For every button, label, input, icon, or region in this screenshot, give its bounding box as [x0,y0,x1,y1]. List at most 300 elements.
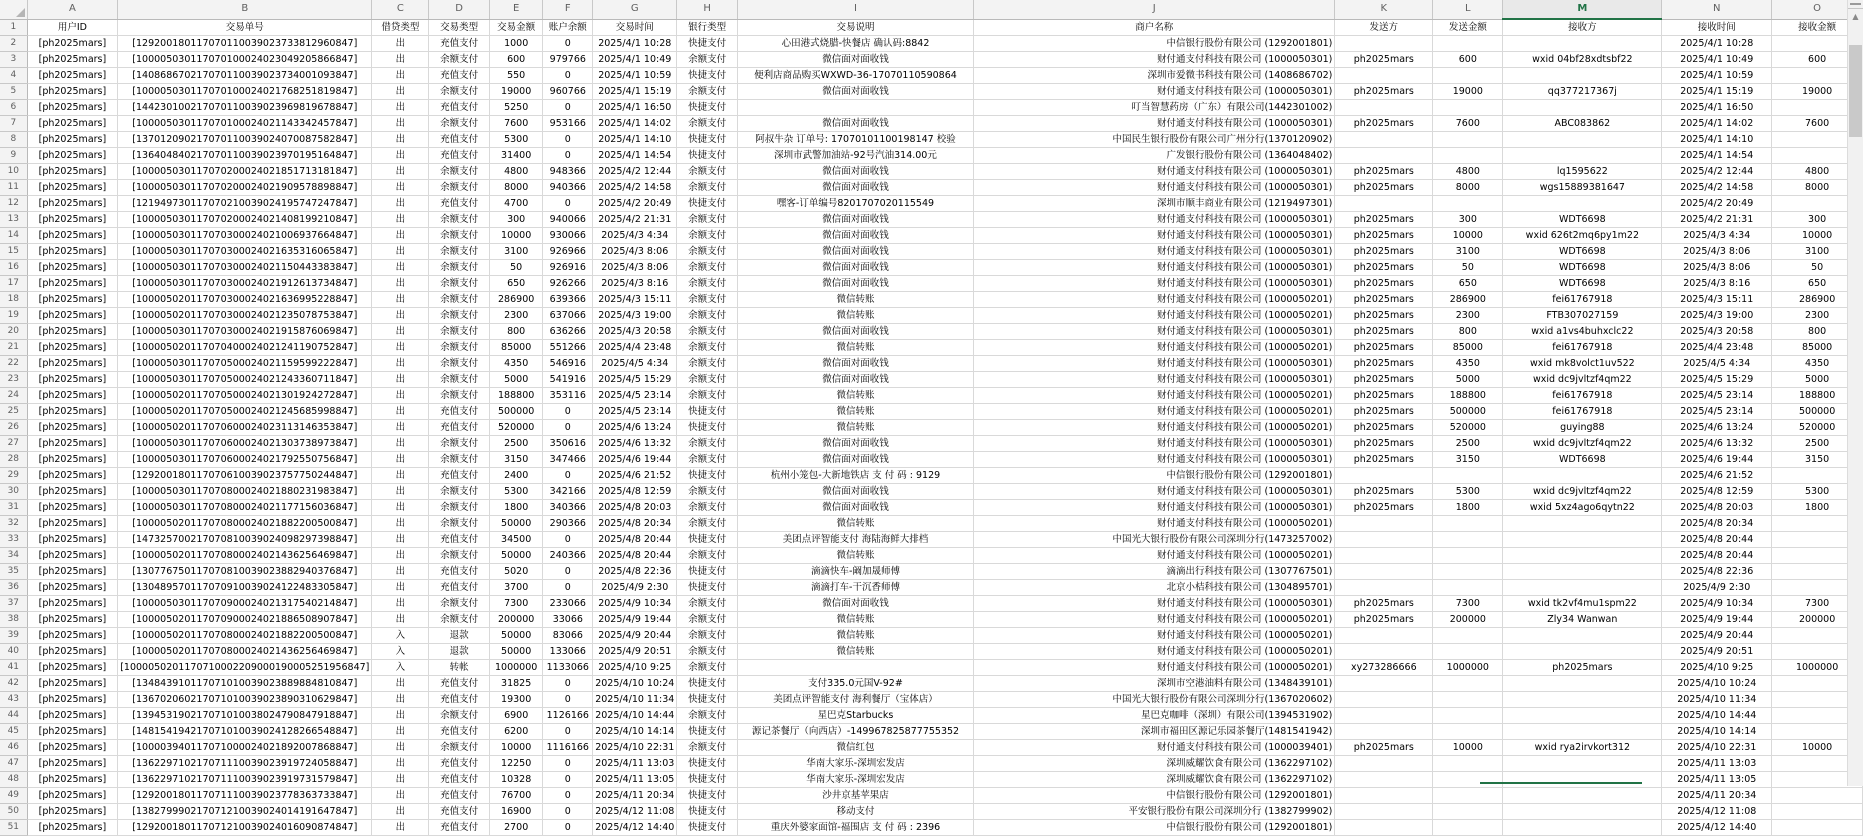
cell-H48[interactable]: 快捷支付 [677,772,738,788]
cell-L46[interactable]: 10000 [1433,740,1503,756]
cell-D17[interactable]: 余额支付 [429,276,490,292]
cell-K48[interactable] [1335,772,1433,788]
cell-A42[interactable]: [ph2025mars] [27,676,118,692]
cell-J28[interactable]: 财付通支付科技有限公司 (1000050301) [974,452,1335,468]
cell-B51[interactable]: [129200180117071210039024016090874847] [118,820,372,836]
column-header-D[interactable]: D [429,0,490,19]
cell-O1[interactable]: 接收金额 [1772,19,1863,36]
cell-M4[interactable] [1503,68,1662,84]
cell-F46[interactable]: 1116166 [543,740,593,756]
cell-G31[interactable]: 2025/4/8 20:03 [593,500,677,516]
cell-B28[interactable]: [100005030117070600024021792550756847] [118,452,372,468]
cell-M15[interactable]: WDT6698 [1503,244,1662,260]
cell-B48[interactable]: [136229710217071110039023919731579847] [118,772,372,788]
cell-B33[interactable]: [147325700217070810039024098297398847] [118,532,372,548]
cell-C50[interactable]: 出 [372,804,429,820]
cell-M37[interactable]: wxid tk2vf4mu1spm22 [1503,596,1662,612]
cell-D41[interactable]: 转帐 [429,660,490,676]
cell-E7[interactable]: 7600 [489,116,543,132]
cell-H31[interactable]: 余额支付 [677,500,738,516]
cell-I29[interactable]: 杭州小笼包-大新地铁店 支 付 码 : 9129 [737,468,973,484]
cell-E9[interactable]: 31400 [489,148,543,164]
cell-H9[interactable]: 快捷支付 [677,148,738,164]
cell-O10[interactable]: 4800 [1772,164,1863,180]
cell-E33[interactable]: 34500 [489,532,543,548]
cell-A31[interactable]: [ph2025mars] [27,500,118,516]
cell-A39[interactable]: [ph2025mars] [27,628,118,644]
cell-D16[interactable]: 余额支付 [429,260,490,276]
column-header-G[interactable]: G [593,0,677,19]
cell-A46[interactable]: [ph2025mars] [27,740,118,756]
cell-N14[interactable]: 2025/4/3 4:34 [1662,228,1772,244]
cell-J48[interactable]: 深圳威耀饮食有限公司 (1362297102) [974,772,1335,788]
cell-M23[interactable]: wxid dc9jvltzf4qm22 [1503,372,1662,388]
cell-F23[interactable]: 541916 [543,372,593,388]
cell-K49[interactable] [1335,788,1433,804]
cell-D10[interactable]: 余额支付 [429,164,490,180]
cell-J45[interactable]: 深圳市福田区源记乐园茶餐厅(1481541942) [974,724,1335,740]
cell-M14[interactable]: wxid 626t2mq6py1m22 [1503,228,1662,244]
cell-I37[interactable]: 微信面对面收钱 [737,596,973,612]
scrollbar-split-handle[interactable] [1848,0,1863,9]
cell-B19[interactable]: [100005020117070300024021235078753847] [118,308,372,324]
row-header-33[interactable]: 33 [0,532,27,548]
row-header-13[interactable]: 13 [0,212,27,228]
cell-I9[interactable]: 深圳市武警加油站-92号汽油314.00元 [737,148,973,164]
cell-C39[interactable]: 入 [372,628,429,644]
cell-D35[interactable]: 充值支付 [429,564,490,580]
cell-B24[interactable]: [100005020117070500024021301924272847] [118,388,372,404]
cell-I48[interactable]: 华南大家乐-深圳宏发店 [737,772,973,788]
cell-C14[interactable]: 出 [372,228,429,244]
cell-B43[interactable]: [136702060217071010039023890310629847] [118,692,372,708]
cell-K11[interactable]: ph2025mars [1335,180,1433,196]
cell-G6[interactable]: 2025/4/1 16:50 [593,100,677,116]
cell-B20[interactable]: [100005030117070300024021915876069847] [118,324,372,340]
cell-N19[interactable]: 2025/4/3 19:00 [1662,308,1772,324]
cell-L10[interactable]: 4800 [1433,164,1503,180]
cell-A1[interactable]: 用户ID [27,19,118,36]
cell-H20[interactable]: 余额支付 [677,324,738,340]
cell-H43[interactable]: 快捷支付 [677,692,738,708]
cell-K40[interactable] [1335,644,1433,660]
cell-M42[interactable] [1503,676,1662,692]
cell-I46[interactable]: 微信红包 [737,740,973,756]
cell-G9[interactable]: 2025/4/1 14:54 [593,148,677,164]
cell-O24[interactable]: 188800 [1772,388,1863,404]
cell-L47[interactable] [1433,756,1503,772]
cell-F6[interactable]: 0 [543,100,593,116]
cell-H26[interactable]: 快捷支付 [677,420,738,436]
cell-N22[interactable]: 2025/4/5 4:34 [1662,356,1772,372]
cell-O18[interactable]: 286900 [1772,292,1863,308]
cell-L11[interactable]: 8000 [1433,180,1503,196]
cell-G22[interactable]: 2025/4/5 4:34 [593,356,677,372]
cell-E11[interactable]: 8000 [489,180,543,196]
cell-H30[interactable]: 余额支付 [677,484,738,500]
cell-L1[interactable]: 发送金额 [1433,19,1503,36]
cell-K50[interactable] [1335,804,1433,820]
cell-F1[interactable]: 账户余额 [543,19,593,36]
cell-A33[interactable]: [ph2025mars] [27,532,118,548]
row-header-19[interactable]: 19 [0,308,27,324]
cell-O51[interactable] [1772,820,1863,836]
cell-A45[interactable]: [ph2025mars] [27,724,118,740]
cell-A34[interactable]: [ph2025mars] [27,548,118,564]
cell-B47[interactable]: [136229710217071110039023919724058847] [118,756,372,772]
cell-N40[interactable]: 2025/4/9 20:51 [1662,644,1772,660]
cell-G37[interactable]: 2025/4/9 10:34 [593,596,677,612]
cell-G3[interactable]: 2025/4/1 10:49 [593,52,677,68]
cell-L25[interactable]: 500000 [1433,404,1503,420]
cell-F29[interactable]: 0 [543,468,593,484]
cell-J38[interactable]: 财付通支付科技有限公司 (1000050201) [974,612,1335,628]
cell-J34[interactable]: 财付通支付科技有限公司 (1000050201) [974,548,1335,564]
cell-M18[interactable]: fei61767918 [1503,292,1662,308]
cell-C11[interactable]: 出 [372,180,429,196]
cell-E38[interactable]: 200000 [489,612,543,628]
cell-M36[interactable] [1503,580,1662,596]
cell-L24[interactable]: 188800 [1433,388,1503,404]
cell-M26[interactable]: guying88 [1503,420,1662,436]
cell-D48[interactable]: 充值支付 [429,772,490,788]
cell-M49[interactable] [1503,788,1662,804]
cell-I38[interactable]: 微信转账 [737,612,973,628]
cell-J13[interactable]: 财付通支付科技有限公司 (1000050301) [974,212,1335,228]
cell-B1[interactable]: 交易单号 [118,19,372,36]
cell-L40[interactable] [1433,644,1503,660]
vertical-scrollbar[interactable] [1847,0,1863,786]
cell-B14[interactable]: [100005030117070300024021006937664847] [118,228,372,244]
cell-I10[interactable]: 微信面对面收钱 [737,164,973,180]
cell-O14[interactable]: 10000 [1772,228,1863,244]
cell-L48[interactable] [1433,772,1503,788]
column-header-M[interactable]: M [1503,0,1662,19]
cell-M34[interactable] [1503,548,1662,564]
cell-N16[interactable]: 2025/4/3 8:06 [1662,260,1772,276]
cell-L37[interactable]: 7300 [1433,596,1503,612]
cell-M3[interactable]: wxid 04bf28xdtsbf22 [1503,52,1662,68]
cell-A10[interactable]: [ph2025mars] [27,164,118,180]
cell-I17[interactable]: 微信面对面收钱 [737,276,973,292]
cell-A25[interactable]: [ph2025mars] [27,404,118,420]
cell-H21[interactable]: 余额支付 [677,340,738,356]
cell-O11[interactable]: 8000 [1772,180,1863,196]
row-header-40[interactable]: 40 [0,644,27,660]
cell-H45[interactable]: 快捷支付 [677,724,738,740]
cell-M32[interactable] [1503,516,1662,532]
cell-L12[interactable] [1433,196,1503,212]
cell-J27[interactable]: 财付通支付科技有限公司 (1000050301) [974,436,1335,452]
row-header-14[interactable]: 14 [0,228,27,244]
cell-D28[interactable]: 余额支付 [429,452,490,468]
cell-O50[interactable] [1772,804,1863,820]
row-header-9[interactable]: 9 [0,148,27,164]
cell-G20[interactable]: 2025/4/3 20:58 [593,324,677,340]
cell-J4[interactable]: 深圳市爱微书科技有限公司 (1408686702) [974,68,1335,84]
cell-H14[interactable]: 余额支付 [677,228,738,244]
cell-I22[interactable]: 微信面对面收钱 [737,356,973,372]
cell-E35[interactable]: 5020 [489,564,543,580]
cell-N26[interactable]: 2025/4/6 13:24 [1662,420,1772,436]
row-header-2[interactable]: 2 [0,36,27,52]
row-header-18[interactable]: 18 [0,292,27,308]
cell-O19[interactable]: 2300 [1772,308,1863,324]
cell-F2[interactable]: 0 [543,36,593,52]
cell-M38[interactable]: Zly34 Wanwan [1503,612,1662,628]
cell-H6[interactable]: 快捷支付 [677,100,738,116]
row-header-36[interactable]: 36 [0,580,27,596]
cell-M40[interactable] [1503,644,1662,660]
cell-A6[interactable]: [ph2025mars] [27,100,118,116]
row-header-6[interactable]: 6 [0,100,27,116]
cell-C4[interactable]: 出 [372,68,429,84]
cell-N5[interactable]: 2025/4/1 15:19 [1662,84,1772,100]
cell-G36[interactable]: 2025/4/9 2:30 [593,580,677,596]
cell-I12[interactable]: 嘿客-订单编号8201707020115549 [737,196,973,212]
cell-J46[interactable]: 财付通支付科技有限公司 (1000039401) [974,740,1335,756]
cell-E21[interactable]: 85000 [489,340,543,356]
cell-H36[interactable]: 快捷支付 [677,580,738,596]
cell-I28[interactable]: 微信面对面收钱 [737,452,973,468]
cell-F26[interactable]: 0 [543,420,593,436]
cell-G23[interactable]: 2025/4/5 15:29 [593,372,677,388]
cell-D18[interactable]: 余额支付 [429,292,490,308]
cell-E28[interactable]: 3150 [489,452,543,468]
cell-G16[interactable]: 2025/4/3 8:06 [593,260,677,276]
cell-N38[interactable]: 2025/4/9 19:44 [1662,612,1772,628]
cell-C5[interactable]: 出 [372,84,429,100]
cell-M44[interactable] [1503,708,1662,724]
cell-I15[interactable]: 微信面对面收钱 [737,244,973,260]
cell-A51[interactable]: [ph2025mars] [27,820,118,836]
cell-C18[interactable]: 出 [372,292,429,308]
cell-H41[interactable]: 余额支付 [677,660,738,676]
cell-B18[interactable]: [100005020117070300024021636995228847] [118,292,372,308]
cell-B6[interactable]: [144230100217070110039023969819678847] [118,100,372,116]
cell-E43[interactable]: 19300 [489,692,543,708]
cell-A48[interactable]: [ph2025mars] [27,772,118,788]
column-header-B[interactable]: B [118,0,372,19]
cell-M48[interactable] [1503,772,1662,788]
cell-E10[interactable]: 4800 [489,164,543,180]
cell-E24[interactable]: 188800 [489,388,543,404]
cell-N43[interactable]: 2025/4/10 11:34 [1662,692,1772,708]
cell-F30[interactable]: 342166 [543,484,593,500]
row-header-47[interactable]: 47 [0,756,27,772]
cell-C1[interactable]: 借贷类型 [372,19,429,36]
cell-F36[interactable]: 0 [543,580,593,596]
column-header-F[interactable]: F [543,0,593,19]
cell-N36[interactable]: 2025/4/9 2:30 [1662,580,1772,596]
cell-G45[interactable]: 2025/4/10 14:14 [593,724,677,740]
cell-A30[interactable]: [ph2025mars] [27,484,118,500]
cell-D21[interactable]: 余额支付 [429,340,490,356]
cell-N13[interactable]: 2025/4/2 21:31 [1662,212,1772,228]
cell-L7[interactable]: 7600 [1433,116,1503,132]
cell-G11[interactable]: 2025/4/2 14:58 [593,180,677,196]
cell-K34[interactable] [1335,548,1433,564]
row-header-25[interactable]: 25 [0,404,27,420]
cell-F3[interactable]: 979766 [543,52,593,68]
cell-G32[interactable]: 2025/4/8 20:34 [593,516,677,532]
cell-F5[interactable]: 960766 [543,84,593,100]
cell-I44[interactable]: 星巴克Starbucks [737,708,973,724]
cell-B44[interactable]: [139453190217071010038024790847918847] [118,708,372,724]
cell-J1[interactable]: 商户名称 [974,19,1335,36]
cell-H29[interactable]: 快捷支付 [677,468,738,484]
cell-N12[interactable]: 2025/4/2 20:49 [1662,196,1772,212]
cell-N41[interactable]: 2025/4/10 9:25 [1662,660,1772,676]
cell-E39[interactable]: 50000 [489,628,543,644]
cell-D31[interactable]: 余额支付 [429,500,490,516]
cell-N34[interactable]: 2025/4/8 20:44 [1662,548,1772,564]
cell-L2[interactable] [1433,36,1503,52]
cell-C3[interactable]: 出 [372,52,429,68]
cell-A4[interactable]: [ph2025mars] [27,68,118,84]
cell-J51[interactable]: 中信银行股份有限公司 (1292001801) [974,820,1335,836]
cell-A32[interactable]: [ph2025mars] [27,516,118,532]
cell-D50[interactable]: 充值支付 [429,804,490,820]
cell-E47[interactable]: 12250 [489,756,543,772]
cell-H32[interactable]: 余额支付 [677,516,738,532]
cell-A3[interactable]: [ph2025mars] [27,52,118,68]
cell-J50[interactable]: 平安银行股份有限公司深圳分行 (1382799902) [974,804,1335,820]
cell-C51[interactable]: 出 [372,820,429,836]
cell-I8[interactable]: 阿叔牛杂 订单号: 17070101100198147 校验 [737,132,973,148]
cell-B11[interactable]: [100005030117070200024021909578898847] [118,180,372,196]
cell-E42[interactable]: 31825 [489,676,543,692]
cell-L36[interactable] [1433,580,1503,596]
row-header-50[interactable]: 50 [0,804,27,820]
cell-I39[interactable]: 微信转账 [737,628,973,644]
cell-F9[interactable]: 0 [543,148,593,164]
cell-C37[interactable]: 出 [372,596,429,612]
cell-K45[interactable] [1335,724,1433,740]
cell-K17[interactable]: ph2025mars [1335,276,1433,292]
row-header-29[interactable]: 29 [0,468,27,484]
cell-C24[interactable]: 出 [372,388,429,404]
cell-A7[interactable]: [ph2025mars] [27,116,118,132]
cell-A20[interactable]: [ph2025mars] [27,324,118,340]
cell-E29[interactable]: 2400 [489,468,543,484]
cell-H40[interactable]: 余额支付 [677,644,738,660]
cell-A15[interactable]: [ph2025mars] [27,244,118,260]
row-header-8[interactable]: 8 [0,132,27,148]
cell-J41[interactable]: 财付通支付科技有限公司 (1000050201) [974,660,1335,676]
cell-F34[interactable]: 240366 [543,548,593,564]
cell-N28[interactable]: 2025/4/6 19:44 [1662,452,1772,468]
cell-N24[interactable]: 2025/4/5 23:14 [1662,388,1772,404]
cell-M24[interactable]: fei61767918 [1503,388,1662,404]
cell-C48[interactable]: 出 [372,772,429,788]
cell-M35[interactable] [1503,564,1662,580]
cell-M13[interactable]: WDT6698 [1503,212,1662,228]
cell-D15[interactable]: 余额支付 [429,244,490,260]
cell-A37[interactable]: [ph2025mars] [27,596,118,612]
cell-I1[interactable]: 交易说明 [737,19,973,36]
cell-D14[interactable]: 余额支付 [429,228,490,244]
cell-D20[interactable]: 余额支付 [429,324,490,340]
cell-K46[interactable]: ph2025mars [1335,740,1433,756]
row-header-11[interactable]: 11 [0,180,27,196]
cell-H42[interactable]: 快捷支付 [677,676,738,692]
cell-G50[interactable]: 2025/4/12 11:08 [593,804,677,820]
cell-C33[interactable]: 出 [372,532,429,548]
cell-O27[interactable]: 2500 [1772,436,1863,452]
cell-N7[interactable]: 2025/4/1 14:02 [1662,116,1772,132]
cell-H2[interactable]: 快捷支付 [677,36,738,52]
row-header-28[interactable]: 28 [0,452,27,468]
column-header-C[interactable]: C [372,0,429,19]
row-header-38[interactable]: 38 [0,612,27,628]
cell-I25[interactable]: 微信转账 [737,404,973,420]
cell-H3[interactable]: 余额支付 [677,52,738,68]
cell-B45[interactable]: [148154194217071010039024128266548847] [118,724,372,740]
cell-I3[interactable]: 微信面对面收钱 [737,52,973,68]
cell-N42[interactable]: 2025/4/10 10:24 [1662,676,1772,692]
cell-J30[interactable]: 财付通支付科技有限公司 (1000050301) [974,484,1335,500]
row-header-30[interactable]: 30 [0,484,27,500]
cell-F40[interactable]: 133066 [543,644,593,660]
cell-M19[interactable]: FTB307027159 [1503,308,1662,324]
cell-K43[interactable] [1335,692,1433,708]
cell-F39[interactable]: 83066 [543,628,593,644]
cell-J42[interactable]: 深圳市空港油料有限公司 (1348439101) [974,676,1335,692]
row-header-3[interactable]: 3 [0,52,27,68]
cell-N15[interactable]: 2025/4/3 8:06 [1662,244,1772,260]
cell-N20[interactable]: 2025/4/3 20:58 [1662,324,1772,340]
cell-L3[interactable]: 600 [1433,52,1503,68]
cell-H34[interactable]: 余额支付 [677,548,738,564]
cell-M45[interactable] [1503,724,1662,740]
cell-D32[interactable]: 余额支付 [429,516,490,532]
cell-E1[interactable]: 交易金额 [489,19,543,36]
cell-A2[interactable]: [ph2025mars] [27,36,118,52]
cell-E26[interactable]: 520000 [489,420,543,436]
cell-A5[interactable]: [ph2025mars] [27,84,118,100]
cell-B21[interactable]: [100005020117070400024021241190752847] [118,340,372,356]
row-header-23[interactable]: 23 [0,372,27,388]
cell-G49[interactable]: 2025/4/11 20:34 [593,788,677,804]
cell-J36[interactable]: 北京小桔科技有限公司 (1304895701) [974,580,1335,596]
cell-L35[interactable] [1433,564,1503,580]
cell-L38[interactable]: 200000 [1433,612,1503,628]
cell-E20[interactable]: 800 [489,324,543,340]
cell-M6[interactable] [1503,100,1662,116]
cell-L44[interactable] [1433,708,1503,724]
row-header-48[interactable]: 48 [0,772,27,788]
cell-N11[interactable]: 2025/4/2 14:58 [1662,180,1772,196]
cell-C32[interactable]: 出 [372,516,429,532]
cell-G27[interactable]: 2025/4/6 13:32 [593,436,677,452]
cell-L34[interactable] [1433,548,1503,564]
cell-K6[interactable] [1335,100,1433,116]
cell-A14[interactable]: [ph2025mars] [27,228,118,244]
row-header-26[interactable]: 26 [0,420,27,436]
cell-C16[interactable]: 出 [372,260,429,276]
cell-K39[interactable] [1335,628,1433,644]
cell-L9[interactable] [1433,148,1503,164]
cell-K20[interactable]: ph2025mars [1335,324,1433,340]
cell-E4[interactable]: 550 [489,68,543,84]
cell-M17[interactable]: WDT6698 [1503,276,1662,292]
cell-D9[interactable]: 充值支付 [429,148,490,164]
cell-N17[interactable]: 2025/4/3 8:16 [1662,276,1772,292]
cell-K18[interactable]: ph2025mars [1335,292,1433,308]
cell-G48[interactable]: 2025/4/11 13:05 [593,772,677,788]
cell-H51[interactable]: 快捷支付 [677,820,738,836]
